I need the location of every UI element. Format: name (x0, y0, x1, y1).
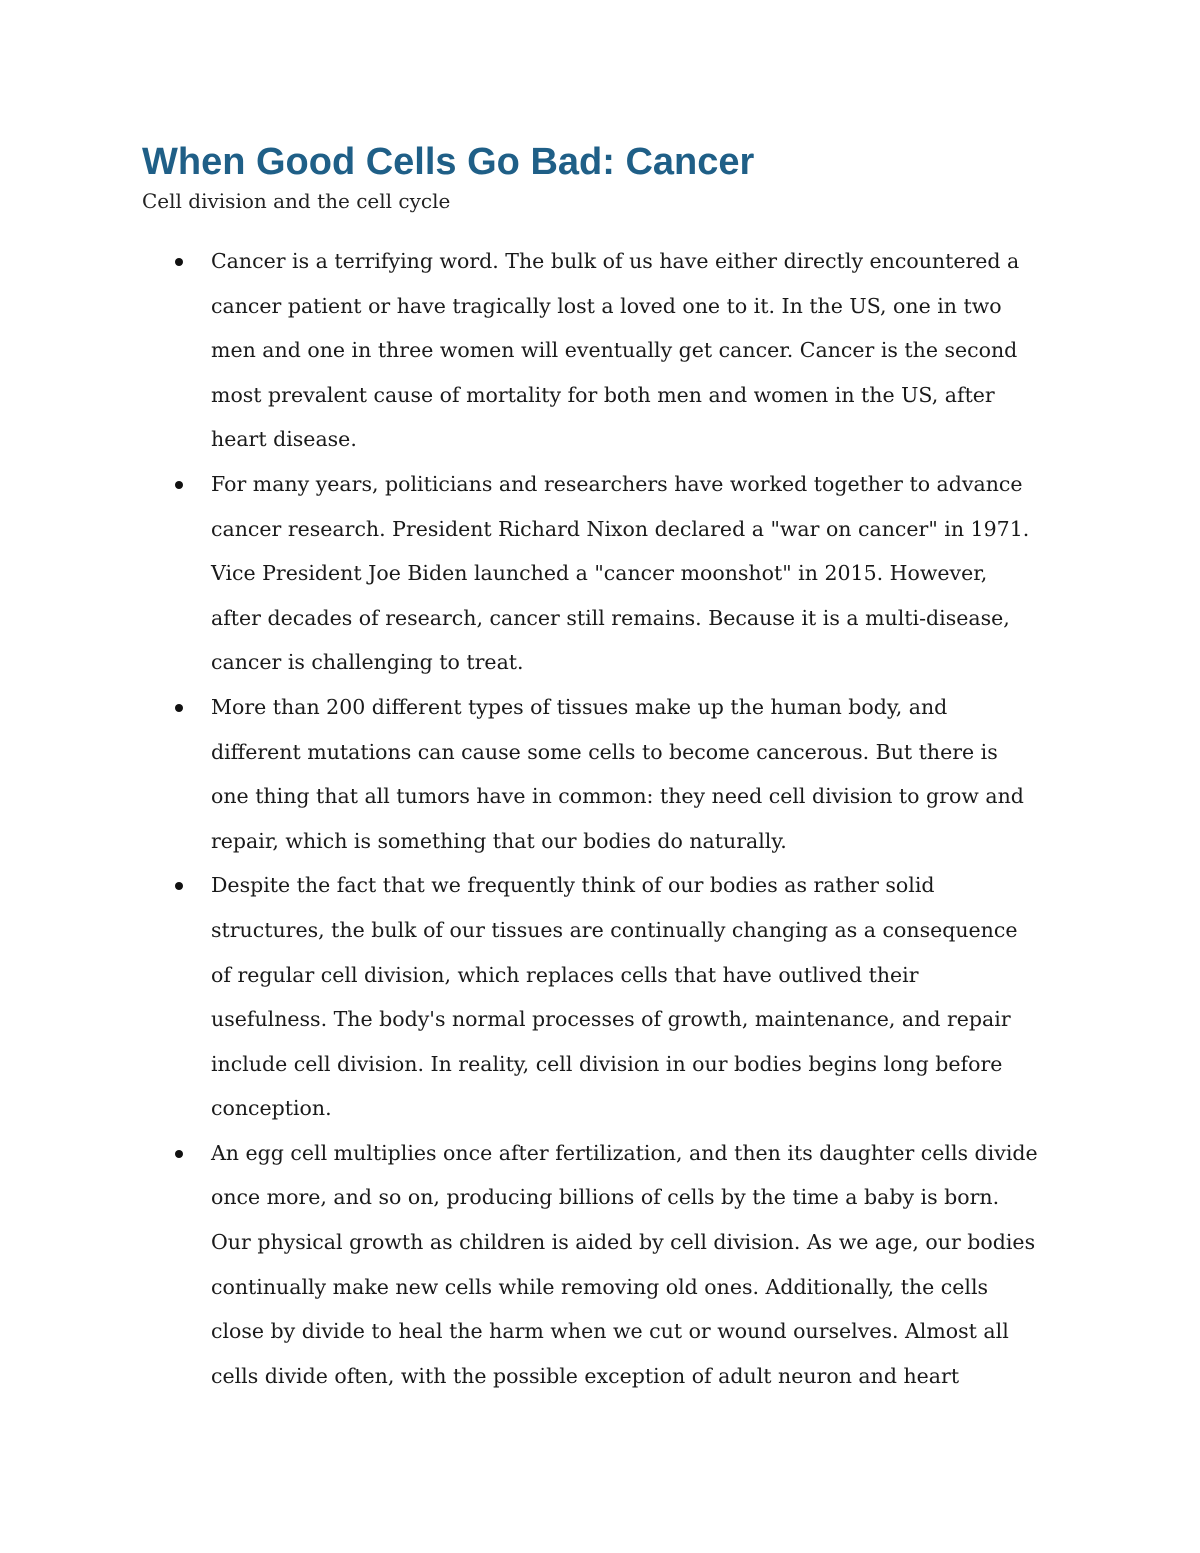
bullet-list (0, 239, 1200, 1398)
bullet-text: An egg cell multiplies once after fertilization, and then its daughter cells divide once more, and so on, producing billions of cells by the time a baby is born. Our physical growth as children is aided by cell division. As we age, our bodies continually make new cells while removing old ones. Additionally, the cells close by divide to heal the harm when we cut or wound ourselves. Almost all cells divide often, with the possible exception of adult neuron and heart (211, 1140, 1038, 1388)
bullet-icon (175, 704, 183, 712)
bullet-text: More than 200 different types of tissues make up the human body, and different mutations can cause some cells to become cancerous. But there is one thing that all tumors have in common: they need cell division to grow and repair, which is something that our bodies do naturally. (211, 694, 1024, 853)
list-item (0, 239, 1071, 462)
list-item (0, 685, 1071, 863)
bullet-text: Cancer is a terrifying word. The bulk of us have either directly encountered a cancer patient or have tragically lost a loved one to it. In the US, one in two men and one in three women will eventually get cancer. Cancer is the second most prevalent cause of mortality for both men and women in the US, after heart disease. (211, 249, 1020, 452)
list-item (0, 1131, 1071, 1399)
bullet-icon (175, 1150, 183, 1158)
bullet-text: For many years, politicians and researchers have worked together to advance cancer research. President Richard Nixon declared a "war on cancer" in 1971. Vice President Joe Biden launched a "cancer moonshot" in 2015. However, after decades of research, cancer still remains. Because it is a multi-disease, cancer is challenging to treat. (211, 471, 1030, 675)
bullet-text: Despite the fact that we frequently think of our bodies as rather solid structures, the bulk of our tissues are continually changing as a consequence of regular cell division, which replaces cells that have outlived their usefulness. The body's normal processes of growth, maintenance, and repair include cell division. In reality, cell division in our bodies begins long before conception. (211, 873, 1018, 1121)
page-subtitle: Cell division and the cell cycle (142, 189, 451, 213)
list-item (0, 863, 1071, 1131)
list-item (0, 462, 1071, 685)
bullet-icon (175, 481, 183, 489)
bullet-icon (175, 882, 183, 890)
bullet-icon (175, 258, 183, 266)
page-title: When Good Cells Go Bad: Cancer (142, 141, 755, 183)
